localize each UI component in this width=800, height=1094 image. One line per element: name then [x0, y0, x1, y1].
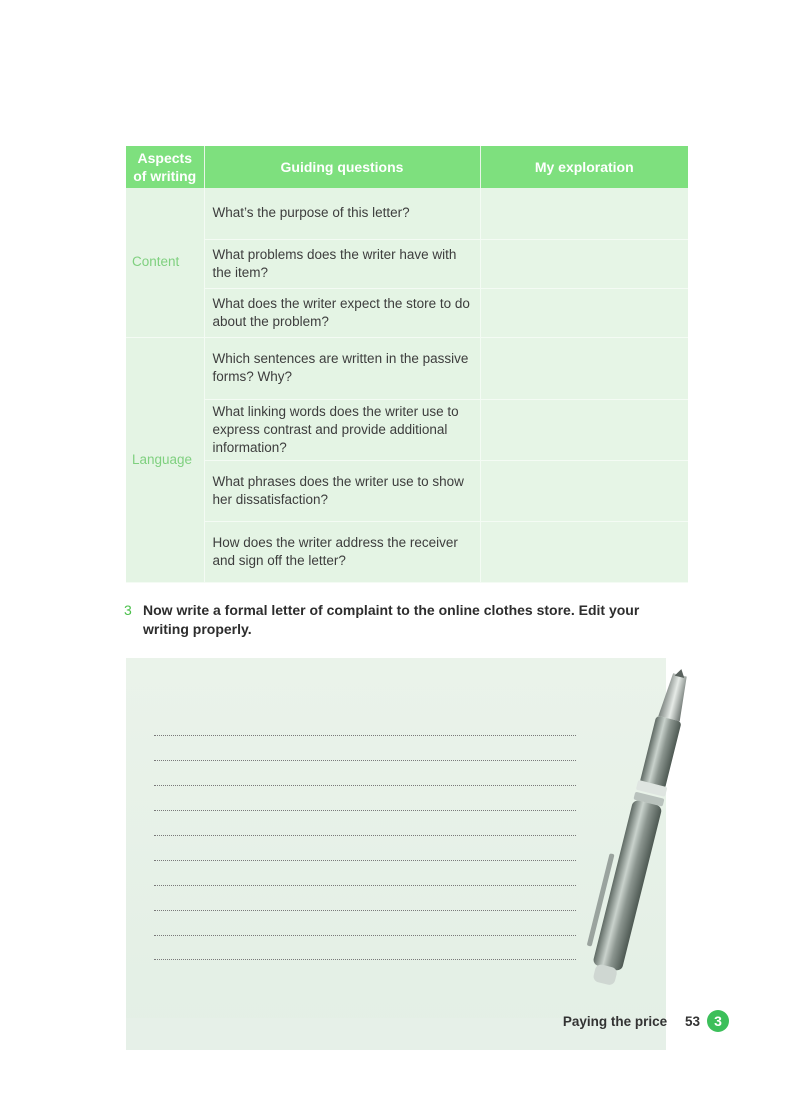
writing-line[interactable] — [154, 735, 576, 736]
footer-title: Paying the price — [562, 1014, 668, 1029]
guiding-question: What phrases does the writer use to show her dissatisfaction? — [204, 460, 480, 521]
table-row — [126, 521, 688, 582]
header-aspects: Aspects of writing — [126, 146, 204, 188]
writing-line[interactable] — [154, 910, 576, 911]
guiding-question: How does the writer address the receiver and sign off the letter? — [204, 521, 480, 582]
table-row — [126, 399, 688, 460]
exploration-cell[interactable] — [480, 460, 688, 521]
writing-line[interactable] — [154, 959, 576, 960]
exploration-table — [126, 146, 688, 583]
exploration-cell[interactable] — [480, 337, 688, 399]
writing-line[interactable] — [154, 935, 576, 936]
unit-badge: 3 — [707, 1010, 729, 1032]
table-row — [126, 460, 688, 521]
writing-line[interactable] — [154, 835, 576, 836]
header-my-exploration: My exploration — [480, 146, 688, 188]
exploration-cell[interactable] — [480, 188, 688, 239]
exploration-cell[interactable] — [480, 521, 688, 582]
exploration-cell[interactable] — [480, 399, 688, 460]
table-row — [126, 239, 688, 288]
exploration-cell[interactable] — [480, 239, 688, 288]
guiding-question: What’s the purpose of this letter? — [204, 188, 480, 239]
task-text: Now write a formal letter of complaint to the online clothes store. Edit your writing properly. — [143, 602, 640, 637]
table-row — [126, 288, 688, 337]
writing-line[interactable] — [154, 785, 576, 786]
aspect-language: Language — [126, 337, 204, 582]
page-number: 53 — [684, 1014, 700, 1029]
task-instruction — [124, 601, 684, 639]
guiding-question: Which sentences are written in the passive forms? Why? — [204, 337, 480, 399]
table-header-row — [126, 146, 688, 188]
guiding-question: What does the writer expect the store to do about the problem? — [204, 288, 480, 337]
task-number: 3 — [124, 602, 132, 618]
writing-line[interactable] — [154, 760, 576, 761]
writing-line[interactable] — [154, 810, 576, 811]
exploration-cell[interactable] — [480, 288, 688, 337]
aspect-content: Content — [126, 188, 204, 337]
guiding-question: What problems does the writer have with the item? — [204, 239, 480, 288]
writing-line[interactable] — [154, 885, 576, 886]
header-guiding-questions: Guiding questions — [204, 146, 480, 188]
writing-line[interactable] — [154, 860, 576, 861]
table-row — [126, 188, 688, 239]
fountain-pen-icon — [575, 660, 705, 1010]
guiding-question: What linking words does the writer use to express contrast and provide additional information? — [204, 399, 480, 460]
page-footer — [563, 1014, 700, 1029]
table-row — [126, 337, 688, 399]
